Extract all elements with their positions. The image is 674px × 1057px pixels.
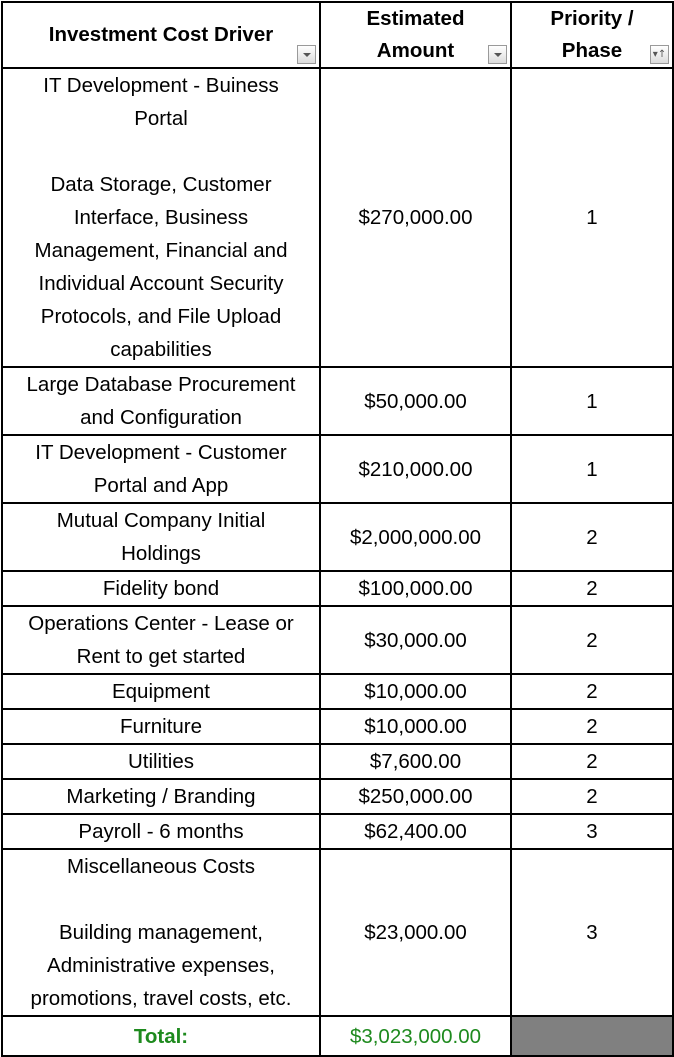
cost-driver-title-line: IT Development - Buiness bbox=[43, 74, 279, 97]
total-amount[interactable]: $3,023,000.00 bbox=[320, 1016, 511, 1056]
cell-cost-driver[interactable] bbox=[2, 779, 320, 814]
table-row bbox=[2, 435, 673, 503]
cell-priority-phase[interactable]: 2 bbox=[511, 571, 673, 606]
header-driver-label: Investment Cost Driver bbox=[48, 23, 274, 46]
cell-estimated-amount[interactable]: $10,000.00 bbox=[320, 709, 511, 744]
cost-driver-title-line: Utilities bbox=[127, 750, 195, 773]
table-row bbox=[2, 674, 673, 709]
cost-driver-title-line: Portal and App bbox=[93, 474, 229, 497]
cell-priority-phase[interactable]: 2 bbox=[511, 674, 673, 709]
table-row bbox=[2, 503, 673, 571]
cost-driver-title-line: Portal bbox=[134, 107, 188, 130]
header-priority-label-2: Phase bbox=[561, 39, 623, 62]
cell-priority-phase[interactable]: 1 bbox=[511, 367, 673, 435]
cell-priority-phase[interactable]: 3 bbox=[511, 849, 673, 1016]
cell-estimated-amount[interactable]: $2,000,000.00 bbox=[320, 503, 511, 571]
cell-cost-driver[interactable] bbox=[2, 68, 320, 367]
table-row bbox=[2, 779, 673, 814]
cell-priority-phase[interactable]: 1 bbox=[511, 68, 673, 367]
filter-dropdown-driver-icon[interactable] bbox=[297, 45, 316, 64]
total-row bbox=[2, 1016, 673, 1056]
cell-cost-driver[interactable] bbox=[2, 606, 320, 674]
cell-estimated-amount[interactable]: $7,600.00 bbox=[320, 744, 511, 779]
cell-cost-driver[interactable] bbox=[2, 744, 320, 779]
cost-driver-title-line: Marketing / Branding bbox=[66, 785, 256, 808]
header-priority-label-1: Priority / bbox=[550, 7, 634, 30]
cell-priority-phase[interactable]: 2 bbox=[511, 606, 673, 674]
cell-estimated-amount[interactable]: $62,400.00 bbox=[320, 814, 511, 849]
table-row bbox=[2, 367, 673, 435]
cost-driver-detail-line: Data Storage, Customer bbox=[50, 173, 272, 196]
cell-estimated-amount[interactable]: $210,000.00 bbox=[320, 435, 511, 503]
cell-cost-driver[interactable] bbox=[2, 709, 320, 744]
cost-driver-detail-line: Management, Financial and bbox=[34, 239, 288, 262]
cell-priority-phase[interactable]: 2 bbox=[511, 779, 673, 814]
cell-priority-phase[interactable]: 3 bbox=[511, 814, 673, 849]
cell-priority-phase[interactable]: 2 bbox=[511, 744, 673, 779]
cost-driver-title-line: Equipment bbox=[111, 680, 210, 703]
cell-estimated-amount[interactable]: $50,000.00 bbox=[320, 367, 511, 435]
cell-estimated-amount[interactable]: $30,000.00 bbox=[320, 606, 511, 674]
cost-driver-title-line: Large Database Procurement bbox=[26, 373, 296, 396]
cost-table bbox=[1, 1, 674, 1057]
cell-estimated-amount[interactable]: $250,000.00 bbox=[320, 779, 511, 814]
cell-priority-phase[interactable]: 2 bbox=[511, 709, 673, 744]
cell-cost-driver[interactable] bbox=[2, 814, 320, 849]
cell-cost-driver[interactable] bbox=[2, 435, 320, 503]
cell-estimated-amount[interactable]: $10,000.00 bbox=[320, 674, 511, 709]
cost-driver-detail-line: capabilities bbox=[110, 338, 212, 361]
header-driver[interactable] bbox=[2, 2, 320, 68]
cell-cost-driver[interactable] bbox=[2, 367, 320, 435]
cost-driver-detail-line: Building management, bbox=[59, 921, 263, 944]
table-row bbox=[2, 814, 673, 849]
cell-priority-phase[interactable]: 2 bbox=[511, 503, 673, 571]
cost-driver-detail-line: Interface, Business bbox=[73, 206, 249, 229]
header-priority[interactable] bbox=[511, 2, 673, 68]
cost-driver-detail-line: Individual Account Security bbox=[38, 272, 284, 295]
cost-driver-detail-line: promotions, travel costs, etc. bbox=[30, 987, 292, 1010]
header-amount-label-1: Estimated bbox=[366, 7, 465, 30]
cost-driver-title-line: Furniture bbox=[119, 715, 203, 738]
cost-driver-title-line: and Configuration bbox=[80, 406, 242, 429]
table-row bbox=[2, 849, 673, 1016]
table-row bbox=[2, 571, 673, 606]
cost-driver-title-line: Miscellaneous Costs bbox=[67, 855, 255, 878]
cell-cost-driver[interactable] bbox=[2, 849, 320, 1016]
table-row bbox=[2, 606, 673, 674]
cell-priority-phase[interactable]: 1 bbox=[511, 435, 673, 503]
header-amount-label-2: Amount bbox=[376, 39, 455, 62]
cost-driver-title-line: Operations Center - Lease or bbox=[28, 612, 294, 635]
cost-driver-title-line: Fidelity bond bbox=[102, 577, 220, 600]
cell-estimated-amount[interactable]: $100,000.00 bbox=[320, 571, 511, 606]
cost-driver-title-line: Mutual Company Initial bbox=[56, 509, 266, 532]
cost-driver-title-line: Rent to get started bbox=[76, 645, 246, 668]
blank-line bbox=[7, 135, 315, 168]
cell-cost-driver[interactable] bbox=[2, 571, 320, 606]
cost-driver-title-line: Holdings bbox=[121, 542, 201, 565]
cell-estimated-amount[interactable]: $270,000.00 bbox=[320, 68, 511, 367]
cost-driver-title-line: IT Development - Customer bbox=[35, 441, 287, 464]
header-amount[interactable] bbox=[320, 2, 511, 68]
blank-line bbox=[7, 883, 315, 916]
table-row bbox=[2, 709, 673, 744]
cell-cost-driver[interactable] bbox=[2, 674, 320, 709]
cell-estimated-amount[interactable]: $23,000.00 bbox=[320, 849, 511, 1016]
total-label[interactable]: Total: bbox=[2, 1016, 320, 1056]
total-empty-cell[interactable] bbox=[511, 1016, 673, 1056]
cost-driver-detail-line: Administrative expenses, bbox=[47, 954, 275, 977]
table-row bbox=[2, 744, 673, 779]
header-row bbox=[2, 2, 673, 68]
cost-driver-title-line: Payroll - 6 months bbox=[78, 820, 244, 843]
cost-driver-detail-line: Protocols, and File Upload bbox=[40, 305, 282, 328]
table-row bbox=[2, 68, 673, 367]
sort-ascending-filter-icon[interactable]: ▾↑ bbox=[650, 45, 669, 64]
filter-dropdown-amount-icon[interactable] bbox=[488, 45, 507, 64]
cell-cost-driver[interactable] bbox=[2, 503, 320, 571]
